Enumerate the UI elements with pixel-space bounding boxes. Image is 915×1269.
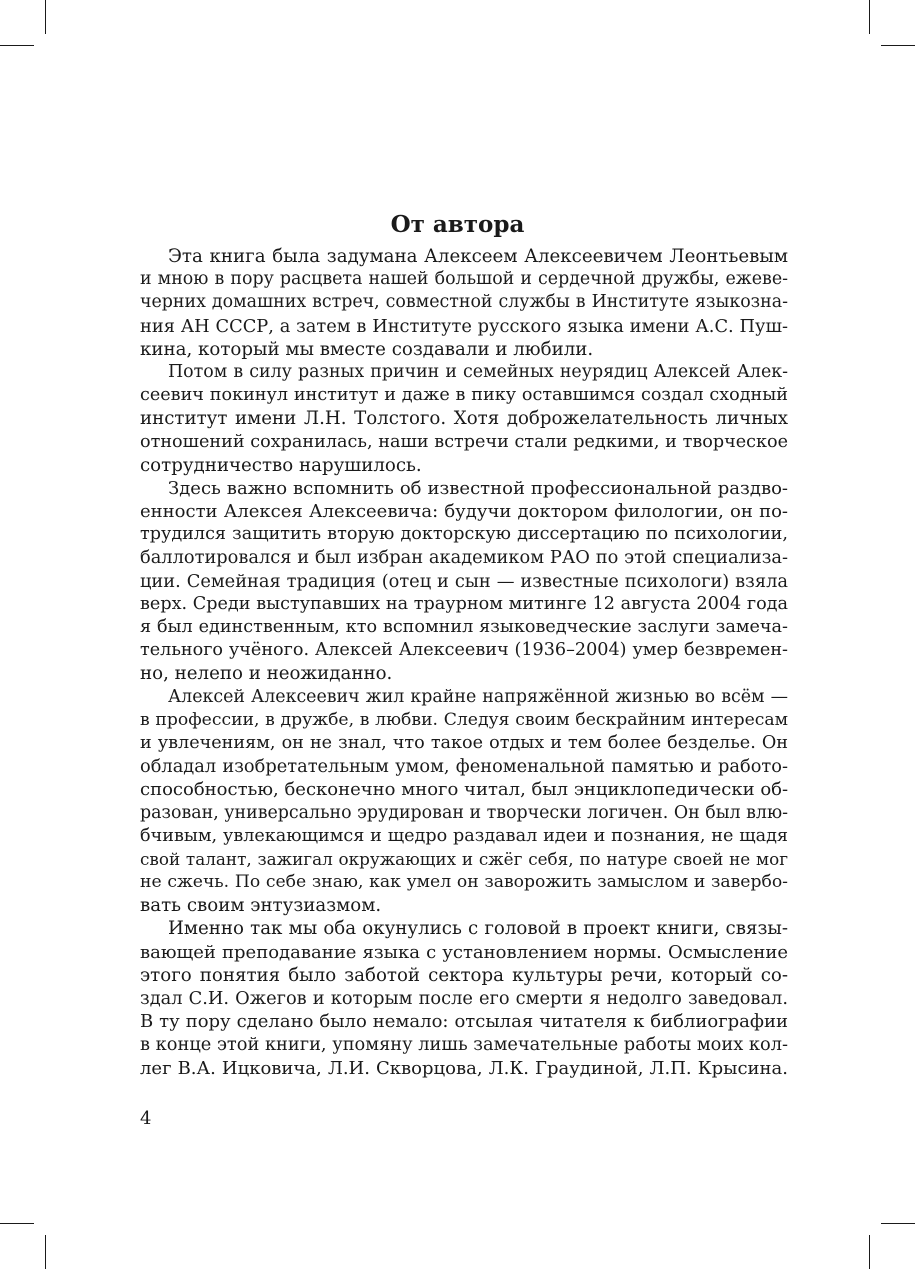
text-line: отношений сохранилась, наши встречи стали редкими, и творческое: [140, 431, 788, 452]
text-line: и мною в пору расцвета нашей большой и сердечной дружбы, ежеве-: [140, 269, 788, 290]
text-line: Здесь важно вспомнить об известной профессиональной раздво-: [168, 477, 788, 499]
crop-mark-top-left-vertical: [45, 0, 46, 34]
text-line: разован, универсально эрудирован и творчески логичен. Он был влю-: [140, 802, 788, 823]
text-line: в конце этой книги, упомяну лишь замечательные работы моих кол-: [140, 1034, 788, 1056]
text-line: Потом в силу разных причин и семейных неурядиц Алексей Алек-: [168, 361, 788, 382]
text-line: и увлечениям, он не знал, что такое отдых и тем более безделье. Он: [140, 732, 788, 753]
paragraph: [140, 361, 788, 477]
text-line: Именно так мы оба окунулись с головой в проект книги, связы-: [168, 918, 788, 940]
text-line: вать своим энтузиазмом.: [140, 895, 382, 917]
text-line: вающей преподавание языка с установлением нормы. Осмысление: [140, 941, 788, 963]
paragraph: [140, 245, 788, 361]
text-line: тельного учёного. Алексей Алексеевич (1936–2004) умер безвремен-: [140, 640, 788, 661]
text-line: верх. Среди выступавших на траурном митинге 12 августа 2004 года: [140, 593, 788, 614]
text-line: институт имени Л.Н. Толстого. Хотя доброжелательность личных: [140, 408, 788, 430]
crop-mark-top-left-horizontal: [0, 45, 34, 46]
text-line: но, нелепо и неожиданно.: [140, 663, 393, 685]
page-title: От автора: [390, 211, 525, 238]
text-line: черних домашних встреч, совместной службы в Институте языкозна-: [140, 292, 788, 313]
crop-mark-top-right-horizontal: [881, 45, 915, 46]
crop-mark-bottom-left-vertical: [45, 1235, 46, 1269]
paragraph: [140, 917, 788, 1079]
text-line: способностью, бесконечно много читал, был энциклопедически об-: [140, 779, 788, 801]
text-line: свой талант, зажигал окружающих и сжёг себя, по натуре своей не мог: [140, 848, 788, 869]
text-line: бчивым, увлекающимся и щедро раздавал идеи и познания, не щадя: [140, 825, 788, 846]
text-line: кина, который мы вместе создавали и любили.: [140, 338, 594, 360]
text-line: баллотировался и был избран академиком РАО по этой специализа-: [140, 547, 788, 569]
text-line: в профессии, в дружбе, в любви. Следуя своим бескрайним интересам: [140, 709, 788, 730]
crop-mark-bottom-left-horizontal: [0, 1223, 34, 1224]
text-line: я был единственным, кто вспомнил языковедческие заслуги замеча-: [140, 617, 788, 637]
text-line: трудился защитить вторую докторскую диссертацию по психологии,: [140, 524, 788, 545]
text-line: ния АН СССР, а затем в Институте русского языка имени А.С. Пуш-: [140, 315, 788, 337]
text-line: сеевич покинул институт и даже в пику оставшимся создал сходный: [140, 385, 788, 406]
text-line: лег В.А. Ицковича, Л.И. Скворцова, Л.К. Граудиной, Л.П. Крысина.: [140, 1057, 788, 1079]
text-line: здал С.И. Ожегов и которым после его смерти я недолго заведовал.: [140, 988, 788, 1009]
crop-mark-top-right-vertical: [869, 0, 870, 34]
text-line: этого понятия было заботой сектора культуры речи, который со-: [140, 964, 788, 986]
crop-mark-bottom-right-horizontal: [881, 1223, 915, 1224]
paragraph: [140, 686, 788, 918]
text-line: В ту пору сделано было немало: отсылая читателя к библиографии: [140, 1011, 788, 1033]
crop-mark-bottom-right-vertical: [869, 1235, 870, 1269]
body-text: [140, 245, 788, 1080]
text-line: обладал изобретательным умом, феноменальной памятью и работо-: [140, 756, 788, 778]
page-number: 4: [140, 1108, 152, 1129]
text-line: Алексей Алексеевич жил крайне напряжённой жизнью во всём —: [168, 686, 788, 707]
text-line: ции. Семейная традиция (отец и сын — известные психологи) взяла: [140, 570, 788, 592]
text-line: не сжечь. По себе знаю, как умел он заворожить замыслом и завербо-: [140, 872, 788, 893]
paragraph: [140, 477, 788, 686]
text-line: сотрудничество нарушилось.: [140, 454, 422, 476]
text-line: Эта книга была задумана Алексеем Алексеевичем Леонтьевым: [168, 246, 788, 267]
text-line: енности Алексея Алексеевича: будучи доктором филологии, он по-: [140, 501, 788, 523]
